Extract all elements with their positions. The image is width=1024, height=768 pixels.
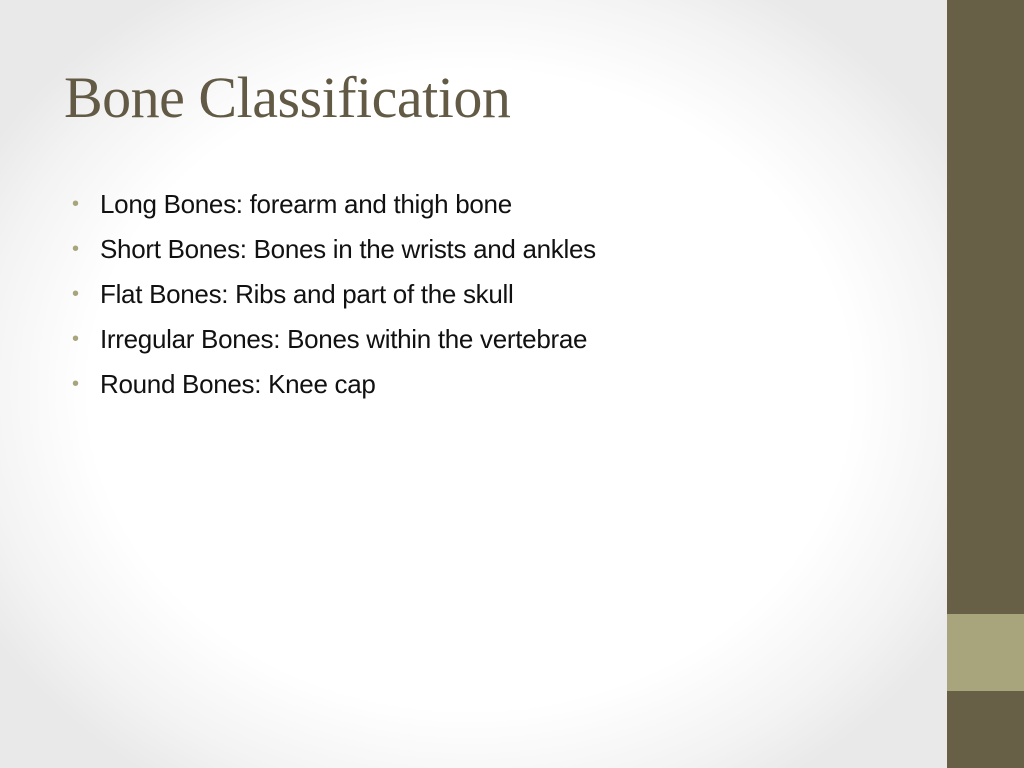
bullet-dot-icon: • [72,373,80,395]
sidebar-dark-block [947,0,1024,614]
sidebar-dark-footer-block [947,691,1024,768]
decorative-sidebar [947,0,1024,768]
sidebar-accent-block [947,614,1024,691]
bullet-dot-icon: • [72,283,80,305]
bullet-text: Flat Bones: Ribs and part of the skull [100,279,514,309]
bullet-text: Irregular Bones: Bones within the vertebrae [100,324,588,354]
bullet-dot-icon: • [72,238,80,260]
slide-title: Bone Classification [64,65,511,130]
bullet-text: Short Bones: Bones in the wrists and ankles [100,234,596,264]
bullet-dot-icon: • [72,193,80,215]
bullet-text: Long Bones: forearm and thigh bone [100,189,512,219]
bullet-dot-icon: • [72,328,80,350]
bullet-text: Round Bones: Knee cap [100,369,376,399]
